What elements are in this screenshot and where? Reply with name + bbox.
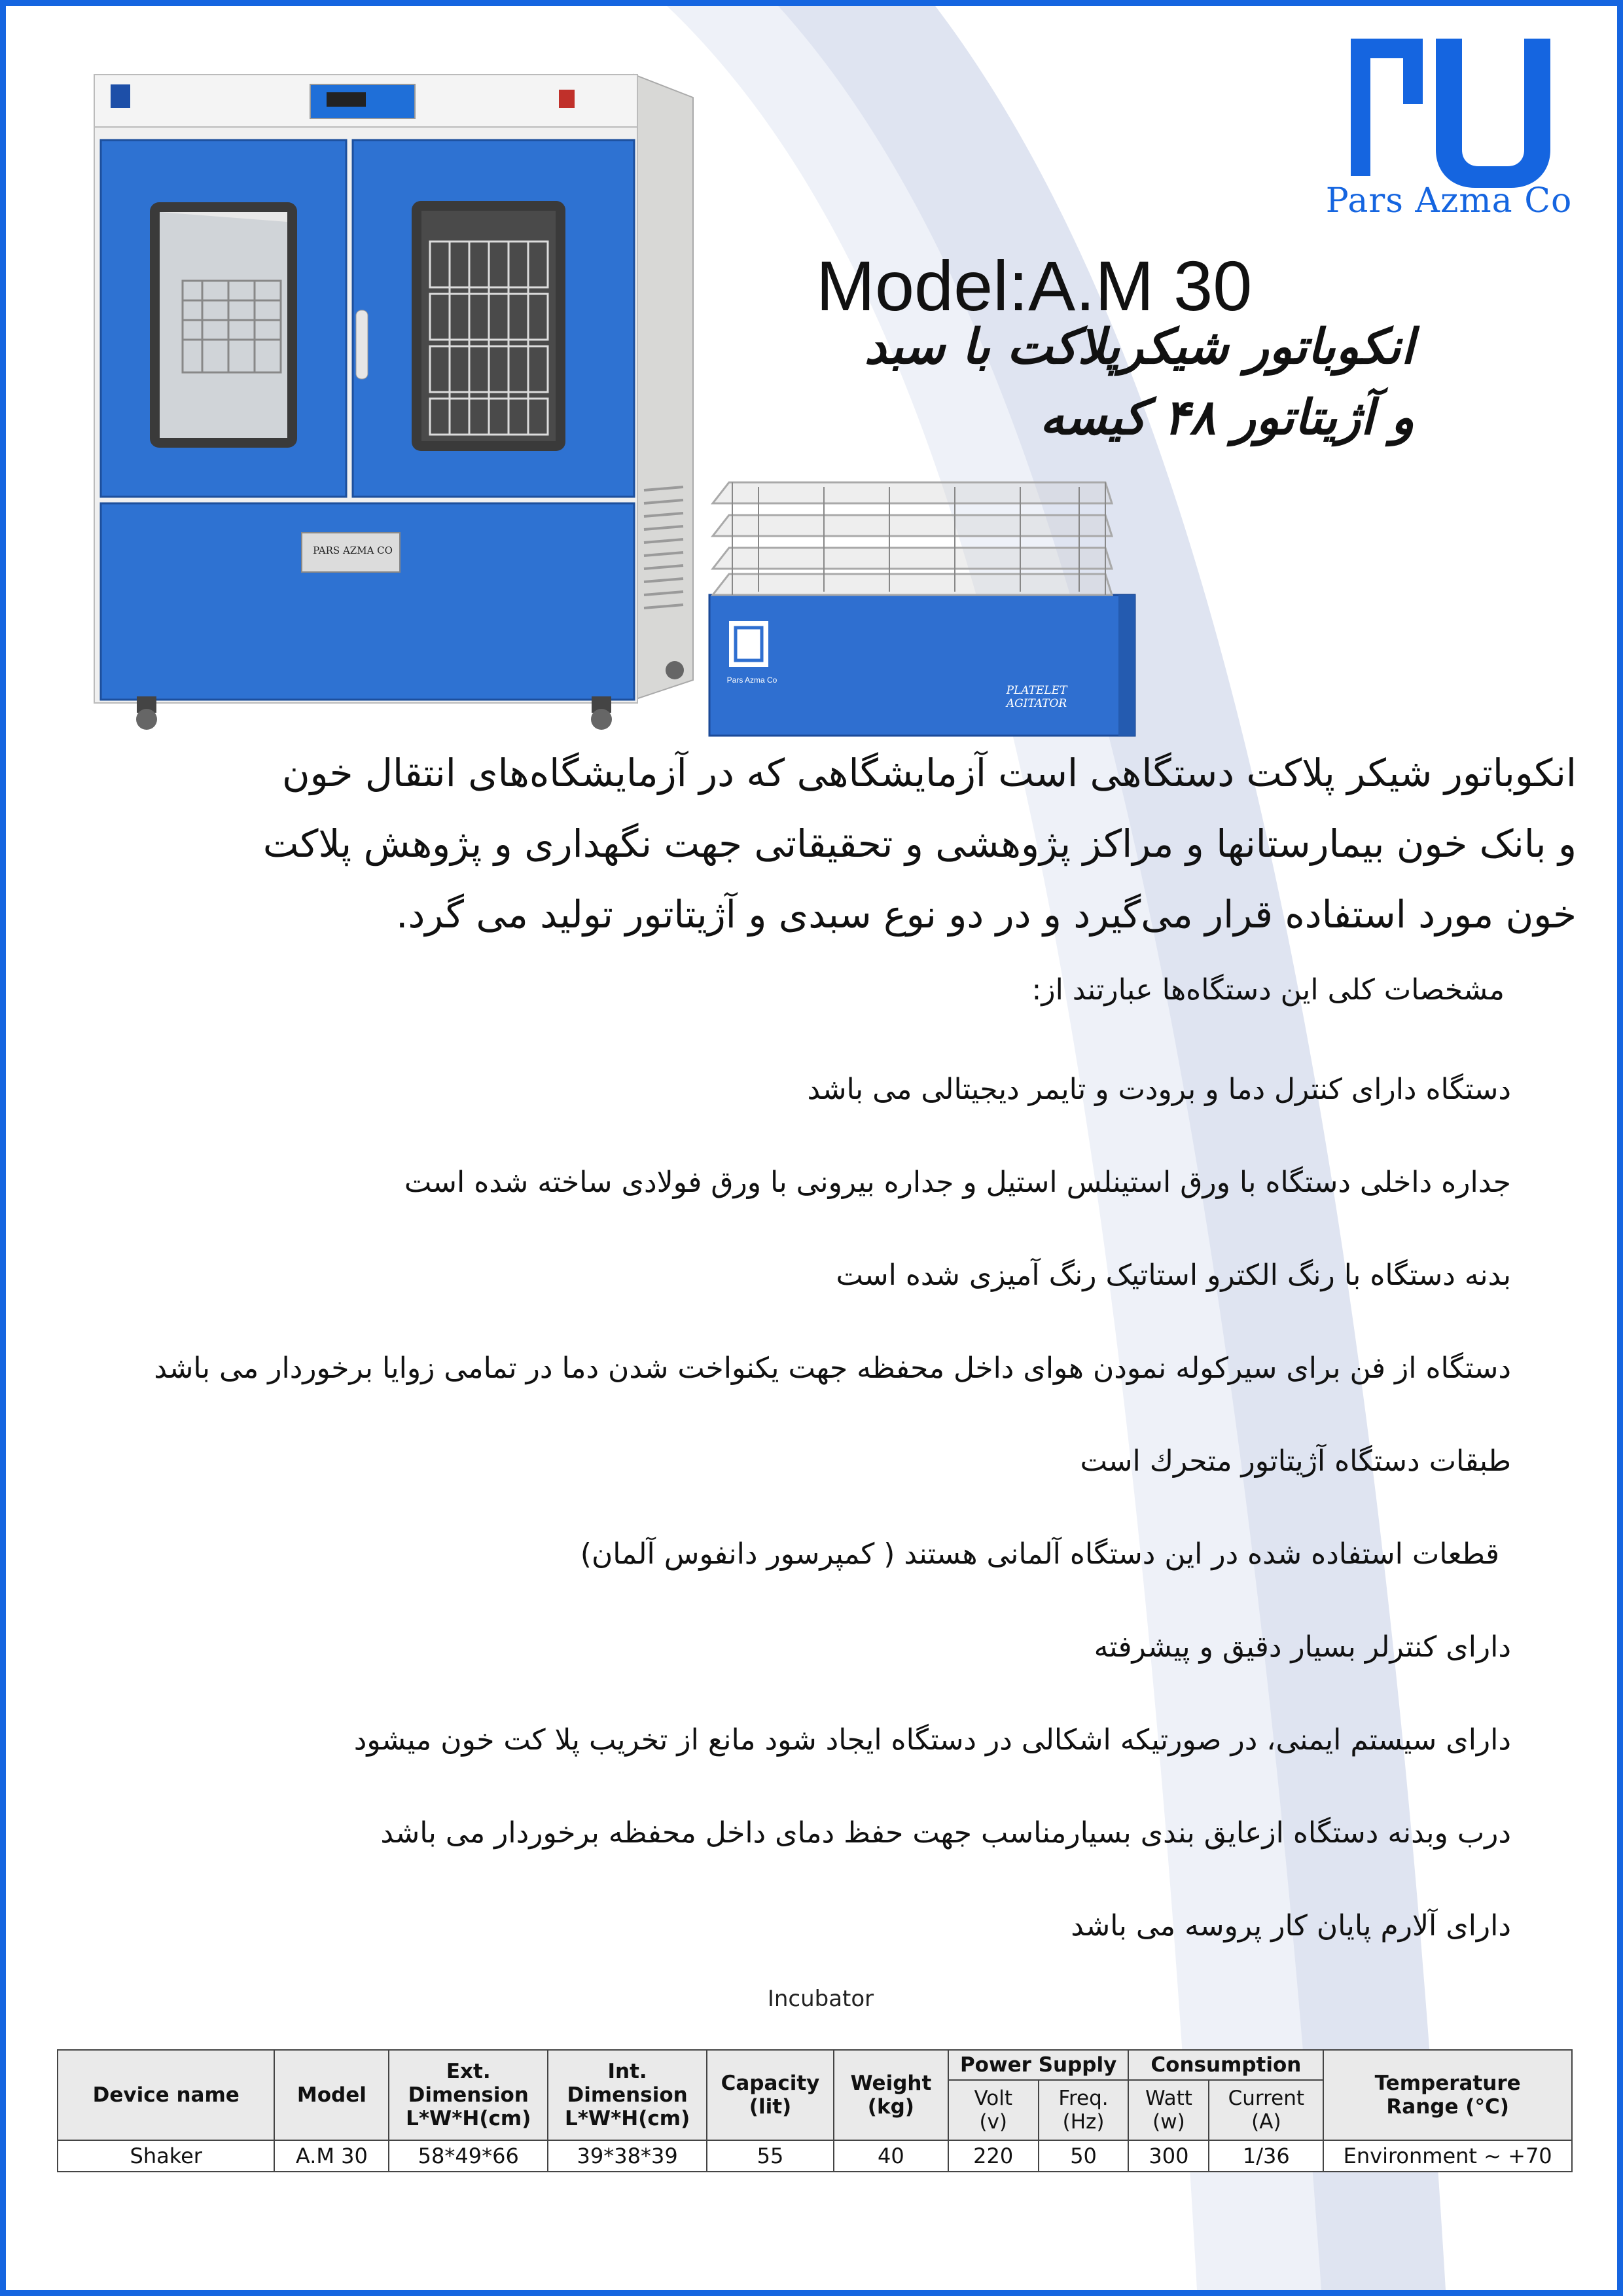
product-title-line2: و آژیتاتور ۴۸ کیسه [1039,389,1414,446]
header-text: Range (°C) [1386,2095,1509,2119]
header-text: Int. [607,2060,647,2083]
header-text: (w) [1152,2110,1185,2134]
header-weight [834,2050,948,2140]
header-text: Current [1228,2087,1305,2110]
header-power-supply: Power Supply [948,2050,1129,2080]
header-text: L*W*H(cm) [564,2107,690,2130]
cell-weight: 40 [834,2140,948,2172]
header-text: (A) [1251,2110,1281,2134]
cell-device-name: Shaker [58,2140,274,2172]
header-text: Ext. [446,2060,491,2083]
header-text: Dimension [567,2083,688,2107]
header-model: Model [274,2050,389,2140]
header-volt [948,2080,1039,2140]
feature-item: بدنه دستگاه با رنگ الکترو استاتیک رنگ آمیزی شده است [836,1259,1511,1292]
header-text: Freq. [1058,2087,1109,2110]
pars-azma-logo-icon [1344,26,1554,189]
header-capacity [707,2050,834,2140]
cell-volt: 220 [948,2140,1039,2172]
header-text: Weight [850,2072,932,2095]
header-text: (lit) [749,2095,792,2119]
header-freq [1039,2080,1129,2140]
agitator-label: PLATELET AGITATOR [1006,684,1067,710]
cell-capacity: 55 [707,2140,834,2172]
header-text: Dimension [408,2083,529,2107]
intro-line: و بانک خون بیمارستانها و مراکز پژوهشی و تحقیقاتی جهت نگهداری و پژوهش پلاکت [262,821,1577,866]
header-watt [1128,2080,1209,2140]
specs-heading: مشخصات کلی این دستگاه‌ها عبارتند از: [1031,973,1505,1007]
cell-model: A.M 30 [274,2140,389,2172]
header-ext-dimension [389,2050,548,2140]
intro-paragraph [91,738,1577,950]
feature-item: دارای آلارم پایان کار پروسه می باشد [1071,1909,1511,1943]
header-text: (v) [979,2110,1007,2134]
cell-temperature: Environment ~ +70 [1323,2140,1572,2172]
header-text: Capacity [721,2072,820,2095]
cell-int-dimension: 39*38*39 [548,2140,707,2172]
product-title-line1: انکوباتور شیکرپلاکت با سبد [864,319,1414,375]
header-consumption: Consumption [1128,2050,1323,2080]
feature-item: دستگاه دارای کنترل دما و برودت و تایمر دیجیتالی می باشد [807,1073,1511,1106]
header-text: (Hz) [1062,2110,1105,2134]
header-text: (kg) [867,2095,914,2119]
header-temperature-range [1323,2050,1572,2140]
feature-item: درب وبدنه دستگاه ازعایق بندی بسیارمناسب جهت حفظ دمای داخل محفظه برخوردار می باشد [380,1816,1511,1850]
intro-line: خون مورد استفاده قرار می‌گیرد و در دو نوع سبدی و آژیتاتور تولید می گرد. [396,892,1577,937]
header-text: Watt [1145,2087,1192,2110]
feature-item: طبقات دستگاه آژیتاتور متحرك است [1080,1444,1511,1478]
incubator-label: PARS AZMA CO [313,545,393,556]
header-device-name: Device name [58,2050,274,2140]
feature-item: دستگاه از فن برای سیرکوله نمودن هوای داخل محفظه جهت یکنواخت شدن دما در تمامی زوایا برخوردار می باشد [154,1352,1511,1385]
intro-line: انکوباتور شیکر پلاکت دستگاهی است آزمایشگاهی که در آزمایشگاه‌های انتقال خون [282,751,1577,795]
header-text: Volt [974,2087,1012,2110]
header-current [1209,2080,1323,2140]
header-int-dimension [548,2050,707,2140]
cell-ext-dimension: 58*49*66 [389,2140,548,2172]
table-row [58,2140,1572,2172]
agitator-brand-label: Pars Azma Co [726,675,777,685]
header-text: Temperature [1374,2072,1521,2095]
model-heading: Model:A.M 30 [816,246,1253,325]
cell-current: 1/36 [1209,2140,1323,2172]
company-name: Pars Azma Co [1325,181,1573,221]
feature-item: دارای سیستم ایمنی، در صورتیکه اشکالی در دستگاه ایجاد شود مانع از تخریب پلا کت خون میشود [353,1723,1511,1757]
cell-freq: 50 [1039,2140,1129,2172]
header-text: L*W*H(cm) [406,2107,531,2130]
specification-table [57,2049,1573,2172]
cell-watt: 300 [1128,2140,1209,2172]
feature-item: دارای کنترلر بسیار دقیق و پیشرفته [1094,1630,1511,1664]
feature-item: قطعات استفاده شده در این دستگاه آلمانی هستند ( کمپرسور دانفوس آلمان) [580,1537,1499,1571]
feature-item: جداره داخلی دستگاه با ورق استینلس استیل و جداره بیرونی با ورق فولادی ساخته شده است [404,1166,1511,1199]
table-caption: Incubator [767,1986,874,2012]
